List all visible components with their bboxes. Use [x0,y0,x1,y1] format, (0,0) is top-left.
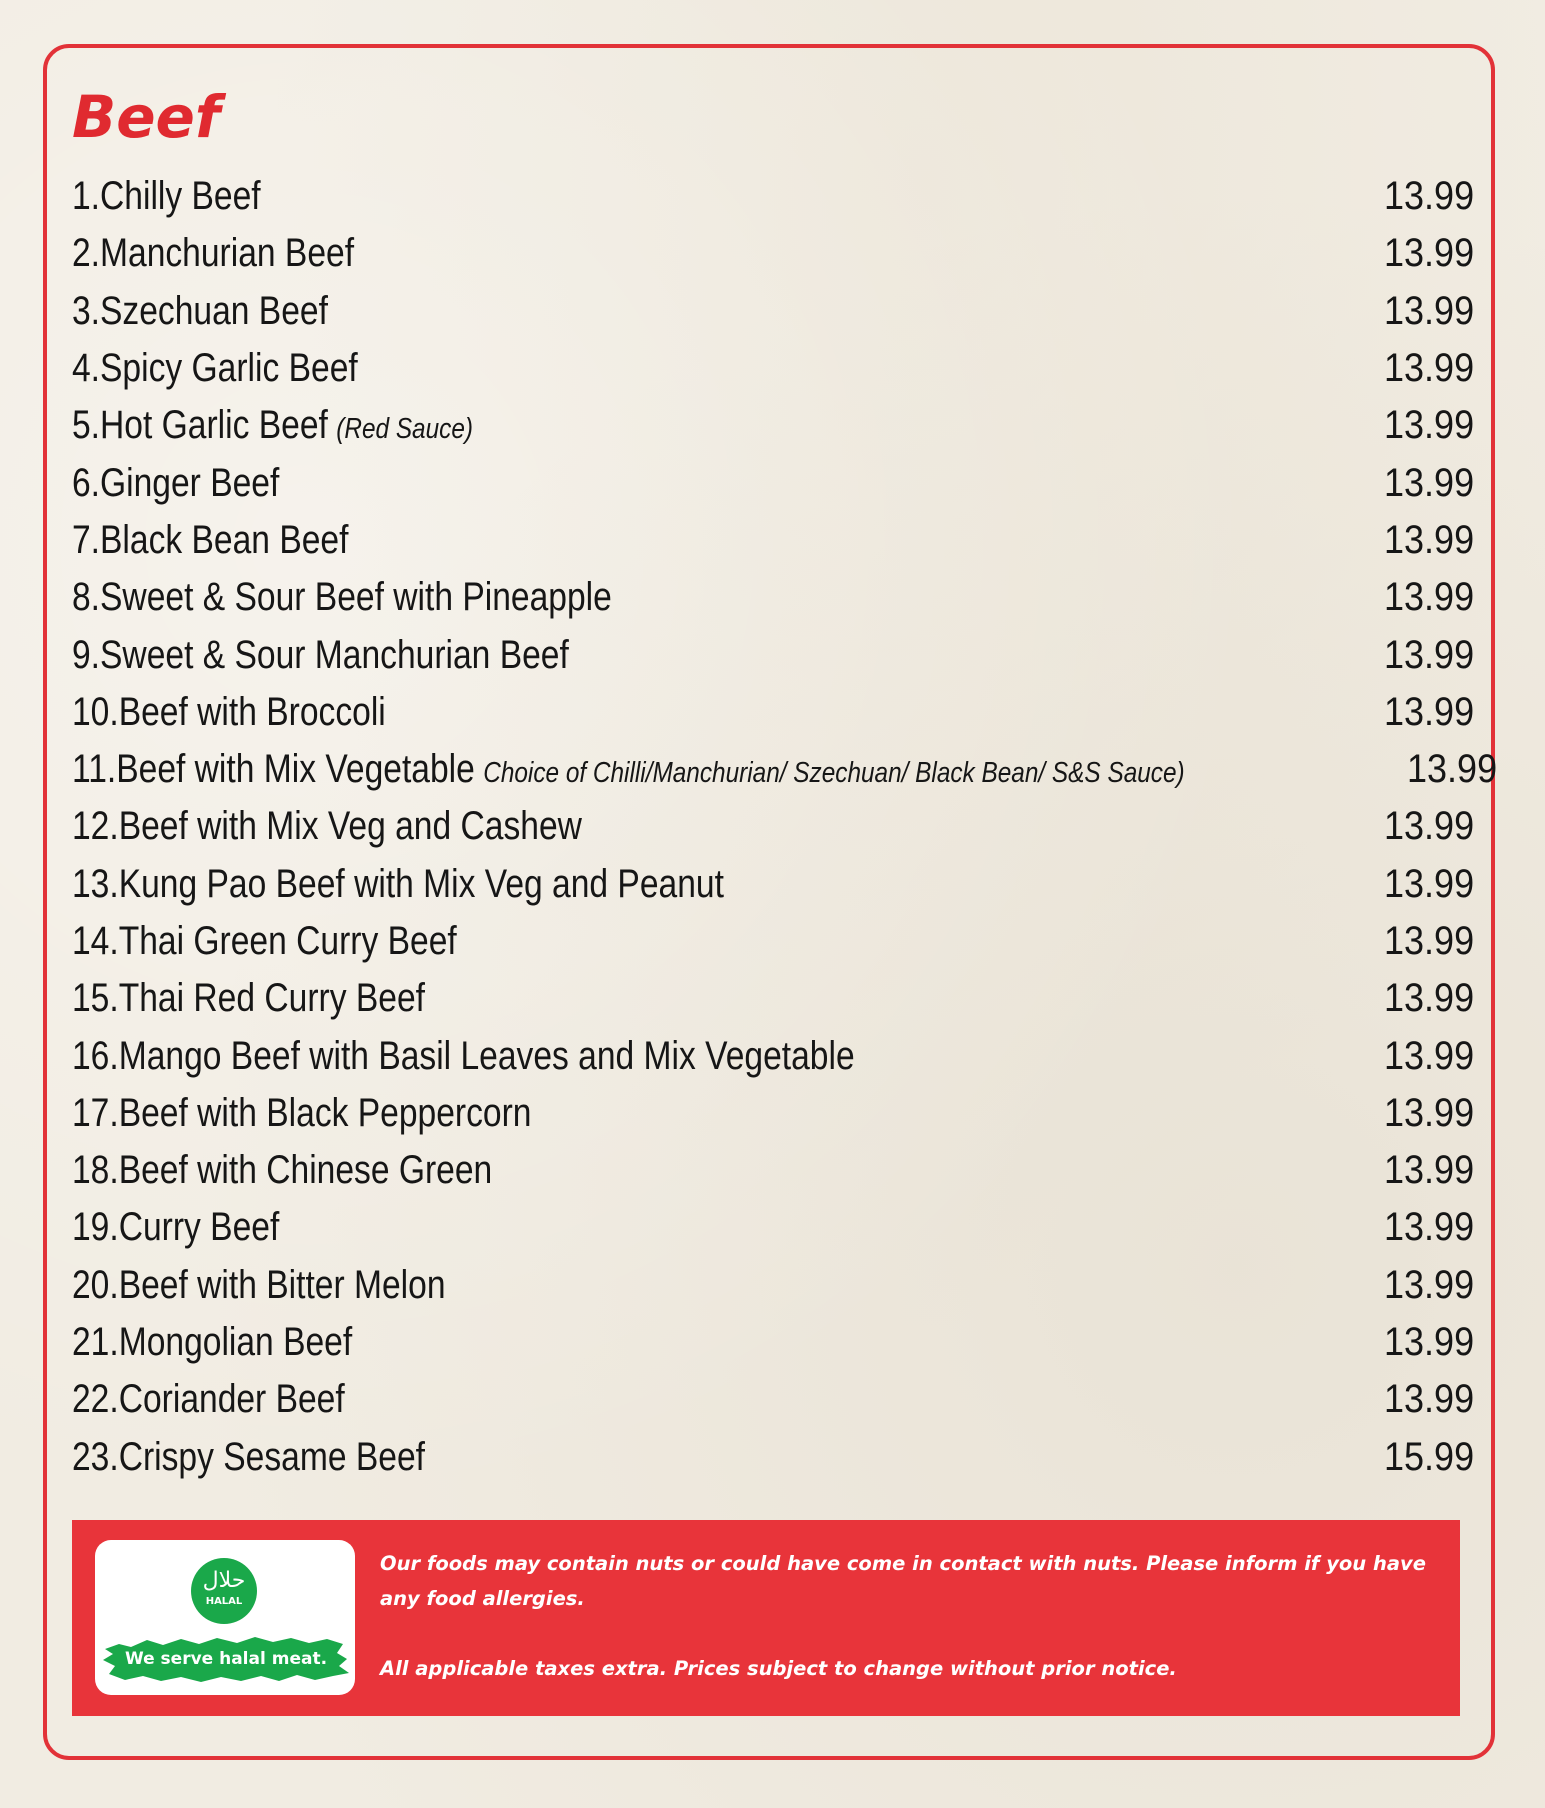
menu-item [72,1257,1474,1314]
halal-slogan-banner [101,1635,351,1683]
menu-item-name: 14.Thai Green Curry Beef [72,919,457,963]
menu-item-price: 13.99 [1383,575,1474,620]
halal-logo-icon [191,1558,257,1624]
menu-item [72,168,1474,225]
menu-item-name: 9.Sweet & Sour Manchurian Beef [72,632,569,677]
menu-item [72,1429,1474,1486]
menu-list [72,168,1497,1486]
menu-item-left [72,1320,352,1365]
menu-item-left [72,289,328,334]
menu-item-price: 13.99 [1383,231,1474,276]
menu-item [72,1314,1474,1371]
menu-item [72,283,1474,340]
menu-item-price: 13.99 [1383,1205,1474,1250]
menu-item-price: 13.99 [1383,517,1474,562]
menu-item-price: 13.99 [1383,460,1474,505]
menu-item-name: 5.Hot Garlic Beef [72,403,328,448]
menu-item [72,1142,1474,1199]
menu-item-price: 13.99 [1383,632,1474,677]
menu-item-left [72,403,473,448]
menu-item [72,970,1474,1027]
menu-item-price: 13.99 [1383,288,1474,333]
menu-item-left [72,346,358,391]
menu-item [72,741,1497,798]
menu-item-name: 4.Spicy Garlic Beef [72,346,358,391]
menu-item-left [72,174,261,219]
menu-item-price: 13.99 [1383,1377,1474,1422]
menu-item-left [72,1377,345,1422]
menu-item-name: 10.Beef with Broccoli [72,689,386,734]
menu-item-left [72,690,386,735]
halal-arabic-text: حلال [202,1568,246,1593]
menu-item-price: 13.99 [1383,1320,1474,1365]
allergy-notice: Our foods may contain nuts or could have come in contact with nuts. Please inform if you have any food allergies. [380,1552,1426,1610]
menu-item-name: 17.Beef with Black Peppercorn [72,1090,532,1135]
menu-item-name: 2.Manchurian Beef [72,231,355,276]
menu-item [72,684,1474,741]
tax-notice: All applicable taxes extra. Prices subject to change without prior notice. [380,1657,1177,1680]
menu-item-left [72,1435,425,1480]
menu-item-left [72,231,354,276]
menu-item [72,1371,1474,1428]
menu-item-name: 16.Mango Beef with Basil Leaves and Mix Vegetable [72,1033,855,1078]
menu-item-left [72,575,612,620]
menu-item [72,569,1474,626]
menu-item-price: 13.99 [1383,1148,1474,1193]
menu-item-price: 13.99 [1383,804,1474,849]
menu-item [72,340,1474,397]
menu-item [72,1027,1474,1084]
menu-item-left [72,1263,446,1308]
menu-item-name: 3.Szechuan Beef [72,288,328,333]
menu-item [72,1085,1474,1142]
menu-item-left [72,1205,279,1250]
section-title: Beef [72,83,221,151]
menu-item-name: 20.Beef with Bitter Melon [72,1262,446,1307]
menu-item-name: 15.Thai Red Curry Beef [72,976,425,1021]
menu-item [72,798,1474,855]
halal-badge [95,1540,355,1695]
menu-item-price: 13.99 [1406,747,1497,792]
menu-item-left [72,747,1185,792]
menu-item-left [72,1091,531,1136]
menu-item-name: 1.Chilly Beef [72,174,261,219]
menu-item [72,856,1474,913]
menu-item [72,454,1474,511]
menu-item-price: 13.99 [1383,403,1474,448]
menu-item-price: 13.99 [1383,346,1474,391]
halal-slogan: We serve halal meat. [124,1649,328,1669]
menu-item-price: 15.99 [1383,1434,1474,1479]
menu-item-left [72,804,582,849]
menu-item-left [72,919,457,964]
menu-item [72,512,1474,569]
menu-item-name: 19.Curry Beef [72,1205,280,1250]
menu-item [72,1199,1474,1256]
menu-item-name: 6.Ginger Beef [72,460,280,505]
menu-item-price: 13.99 [1383,919,1474,963]
menu-item-price: 13.99 [1383,976,1474,1021]
menu-item-name: 8.Sweet & Sour Beef with Pineapple [72,575,612,620]
menu-item-name: 23.Crispy Sesame Beef [72,1434,425,1479]
menu-item [72,397,1474,454]
menu-item-name: 21.Mongolian Beef [72,1320,353,1365]
menu-item-price: 13.99 [1383,689,1474,734]
menu-item-name: 11.Beef with Mix Vegetable [72,747,475,792]
menu-item-left [72,518,348,563]
menu-item-name: 13.Kung Pao Beef with Mix Veg and Peanut [72,861,724,906]
menu-item-note: (Red Sauce) [336,413,474,446]
menu-item-price: 13.99 [1383,174,1474,219]
menu-item-left [72,633,569,678]
menu-item-price: 13.99 [1383,1033,1474,1078]
menu-item-price: 13.99 [1383,861,1474,906]
menu-item-left [72,862,724,907]
menu-item-price: 13.99 [1383,1090,1474,1135]
menu-item [72,225,1474,282]
notice-banner [72,1520,1460,1716]
menu-item [72,913,1474,970]
menu-item [72,626,1474,683]
menu-item-left [72,976,425,1021]
menu-item-price: 13.99 [1383,1262,1474,1307]
menu-item-note: Choice of Chilli/Manchurian/ Szechuan/ Black Bean/ S&S Sauce) [483,757,1185,790]
menu-item-name: 22.Coriander Beef [72,1377,345,1422]
menu-item-name: 18.Beef with Chinese Green [72,1148,493,1193]
menu-item-name: 7.Black Bean Beef [72,517,349,562]
halal-label: HALAL [205,1596,243,1607]
menu-item-left [72,461,279,506]
menu-item-left [72,1034,855,1079]
menu-item-left [72,1148,492,1193]
menu-item-name: 12.Beef with Mix Veg and Cashew [72,804,582,849]
